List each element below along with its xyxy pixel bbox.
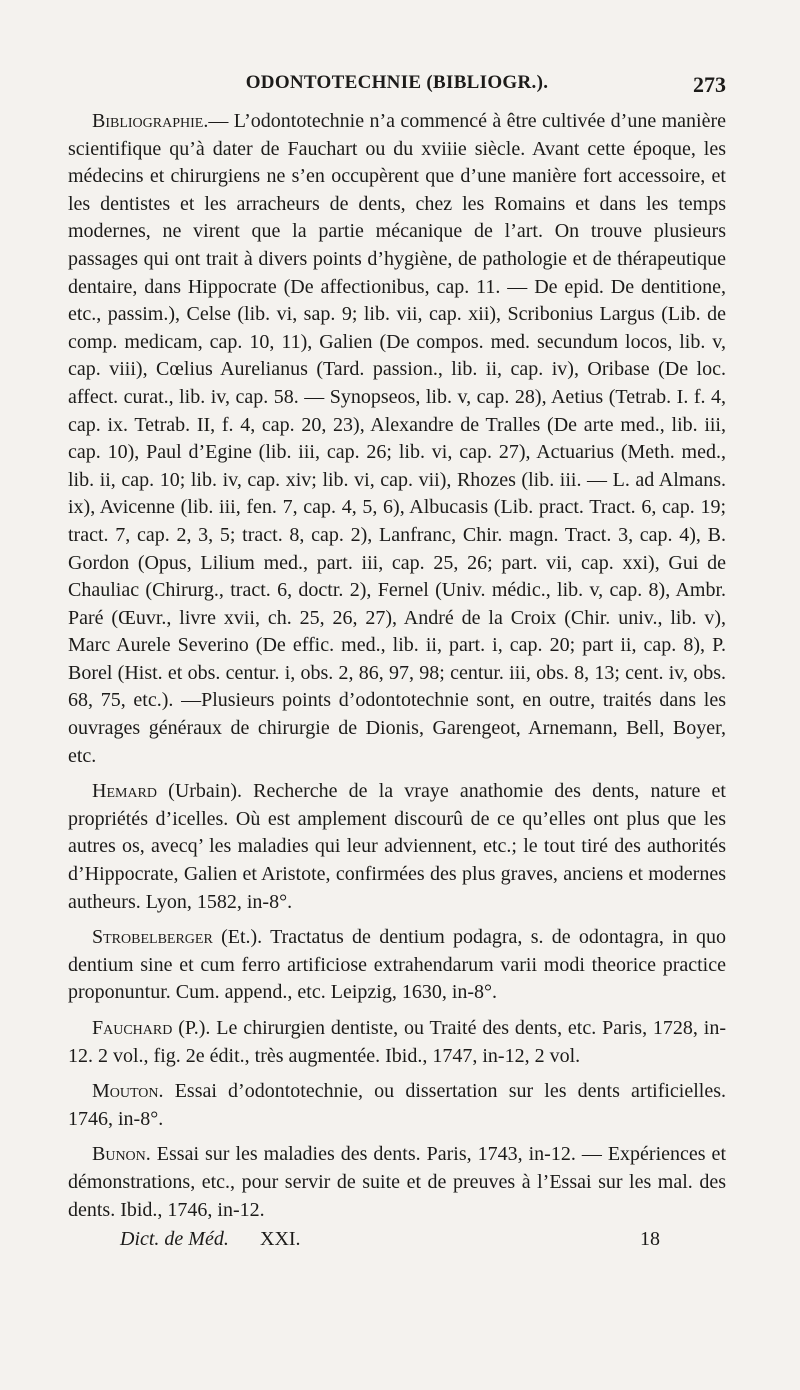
paragraph-text: (Urbain). Recherche de la vraye anathomie des dents, nature et propriétés d’icelles. Où est amplement discourû de ce qu’elles ont plus que les autres os, avecq’ les maladies qui leur adviennent, etc.; le tout tiré des authorités d’Hippocrate, Galien et Aristote, confirmées des plus graves, anciens et modernes autheurs. Lyon, 1582, in-8°. [68,780,726,913]
paragraph-mouton [68,1078,726,1133]
signature-mark: Dict. de Méd. [120,1228,229,1250]
paragraph-label: Mouton. [92,1080,164,1103]
paragraph-label: Bunon. [92,1143,151,1166]
paragraph-hemard [68,778,726,916]
paragraph-label: Strobelberger [92,926,213,949]
paragraph-bunon [68,1141,726,1224]
paragraph-text: (Et.). Tractatus de dentium podagra, s. de odontagra, in quo dentium sine et cum ferro artificiose extrahendarum varii modi theorice practice proponuntur. Cum. append., etc. Leipzig, 1630, in-8°. [68,926,726,1004]
paragraph-bibliographie [68,108,726,770]
paragraph-text: (P.). Le chirurgien dentiste, ou Traité des dents, etc. Paris, 1728, in-12. 2 vol., fig. 2e édit., très augmentée. Ibid., 1747, in-12, 2 vol. [68,1017,726,1067]
paragraph-text: Essai sur les maladies des dents. Paris, 1743, in-12. — Expériences et démonstrations, etc., pour servir de suite et de preuves à l’Essai sur les mal. des dents. Ibid., 1746, in-12. [68,1143,726,1221]
paragraph-label: Bibliographie.— [92,110,229,132]
sheet-number: 18 [640,1228,660,1250]
body-text [68,108,726,1232]
page-number: 273 [693,72,726,97]
paragraph-text: L’odontotechnie n’a commencé à être cultivée d’une manière scientifique qu’à dater de Fauchart ou du xviiie siècle. Avant cette époque, les médecins et chirurgiens ne s’en occupèrent que d’une manière fort accessoire, et les dentistes et les arracheurs de dents, chez les Romains et dans les temps modernes, ne virent que la partie mécanique de l’art. On trouve plusieurs passages qui ont trait à divers points d’hygiène, de pathologie et de thérapeutique dentaire, dans Hippocrate (De affectionibus, cap. 11. — De epid. De dentitione, etc., passim.), Celse (lib. vi, sap. 9; lib. vii, cap. xii), Scribonius Largus (Lib. de comp. medicam, cap. 10, 11), Galien (De compos. med. secundum locos, lib. v, cap. viii), Cœlius Aurelianus (Tard. passion., lib. ii, cap. iv), Oribase (De loc. affect. curat., lib. iv, cap. 58. — Synopseos, lib. v, cap. 28), Aetius (Tetrab. I. f. 4, cap. ix. Tetrab. II, f. 4, cap. 20, 23), Alexandre de Tralles (De arte med., lib. iii, cap. 10), Paul d’Egine (lib. iii, cap. 26; lib. vi, cap. 27), Actuarius (Meth. med., lib. ii, cap. 10; lib. iv, cap. xiv; lib. vi, cap. vii), Rhozes (lib. iii. — L. ad Almans. ix), Avicenne (lib. iii, fen. 7, cap. 4, 5, 6), Albucasis (Lib. pract. Tract. 6, cap. 19; tract. 7, cap. 2, 3, 5; tract. 8, cap. 2), Lanfranc, Chir. magn. Tract. 3, cap. 4), B. Gordon (Opus, Lilium med., part. iii, cap. 25, 26; part. vii, cap. xxi), Gui de Chauliac (Chirurg., tract. 6, doctr. 2), Fernel (Univ. médic., lib. v, cap. 8), Ambr. Paré (Œuvr., livre xvii, ch. 25, 26, 27), André de la Croix (Chir. univ., lib. v), Marc Aurele Severino (De effic. med., lib. ii, part. i, cap. 20; part ii, cap. 8), P. Borel (Hist. et obs. centur. i, obs. 2, 86, 97, 98; centur. iii, obs. 8, 13; cent. iv, obs. 68, 75, etc.). —Plusieurs points d’odontotechnie sont, en outre, traités dans les ouvrages généraux de chirurgie de Dionis, Garengeot, Arnemann, Bell, Boyer, etc. [68,110,726,767]
paragraph-strobelberger [68,924,726,1007]
running-title: ODONTOTECHNIE (BIBLIOGR.). [245,72,549,93]
paragraph-fauchard [68,1015,726,1070]
page-header [68,72,726,102]
volume-mark: XXI. [260,1228,301,1250]
paragraph-label: Fauchard [92,1017,173,1039]
page-footer [120,1228,680,1256]
paragraph-text: Essai d’odontotechnie, ou dissertation sur les dents artificielles. 1746, in-8°. [68,1080,726,1130]
paragraph-label: Hemard [92,780,158,803]
